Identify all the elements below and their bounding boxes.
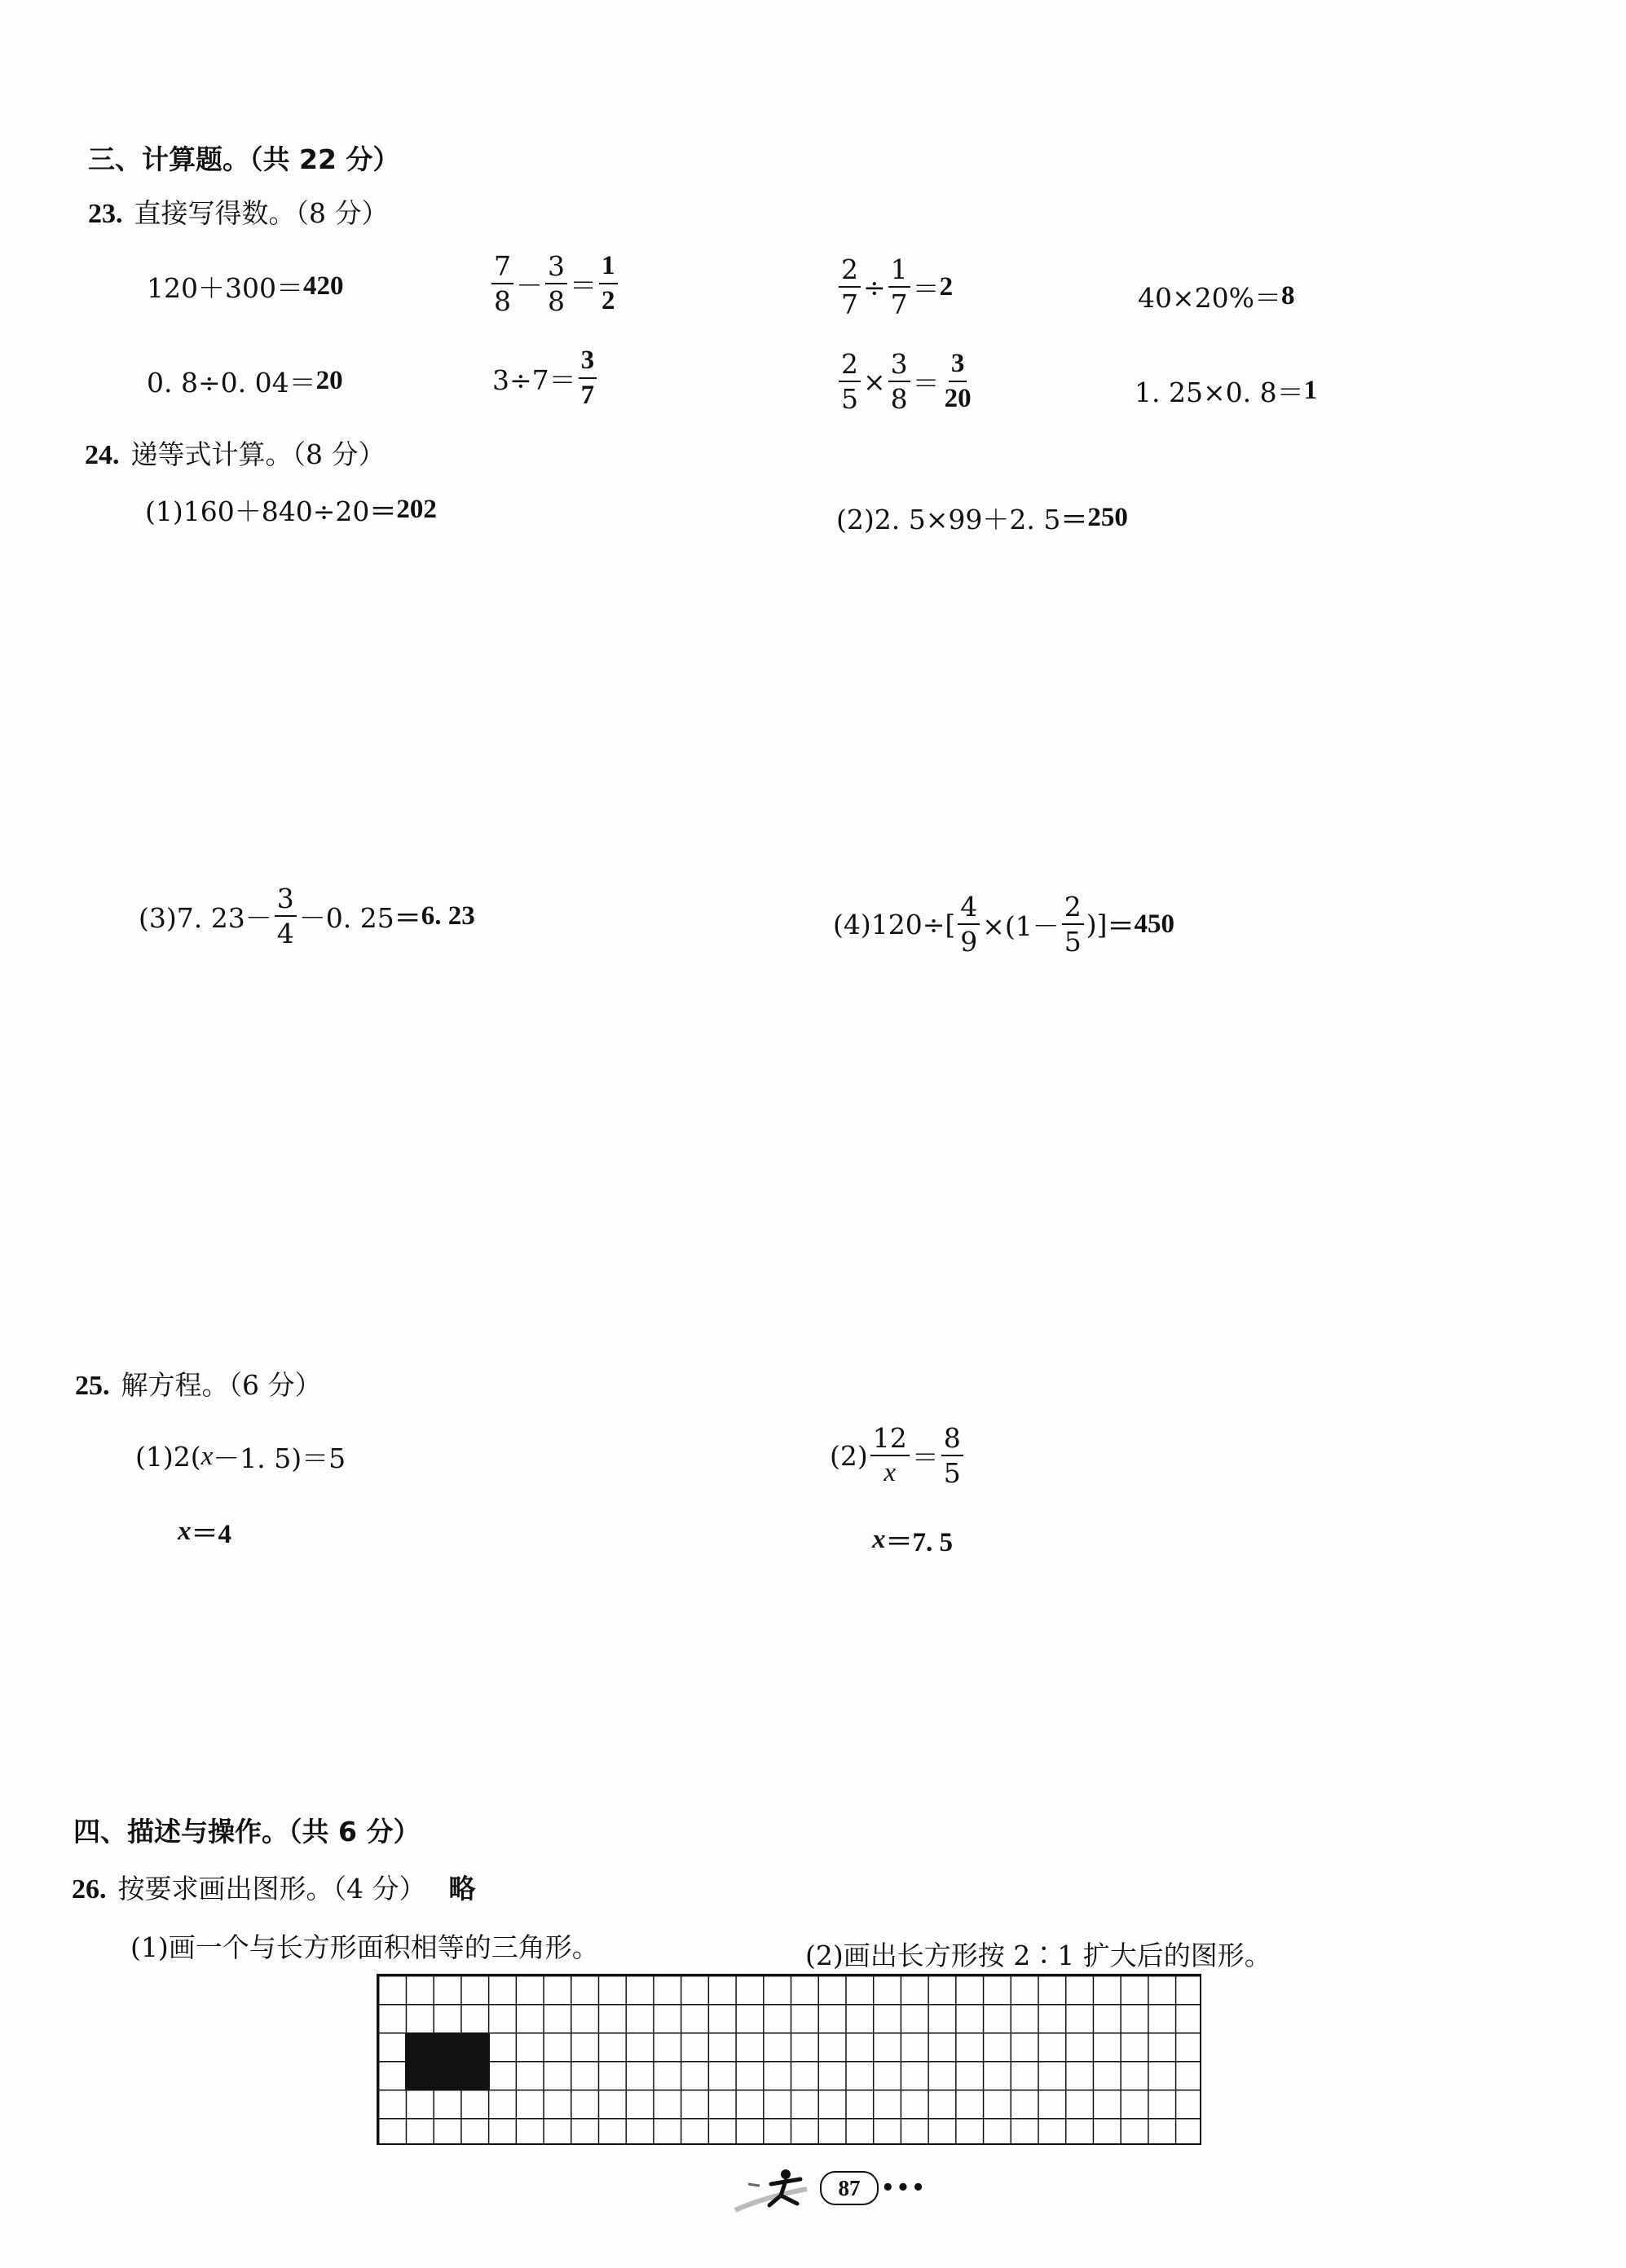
expression: 40×20%＝ bbox=[1138, 282, 1281, 314]
denominator: 5 bbox=[943, 1457, 961, 1489]
expression: 0. 8÷0. 04＝ bbox=[147, 367, 316, 399]
denominator: 8 bbox=[548, 285, 565, 317]
numerator: 2 bbox=[1062, 893, 1084, 925]
q25-part-2-answer bbox=[872, 1521, 953, 1559]
numerator: 3 bbox=[888, 350, 910, 382]
question-number: 24. bbox=[85, 440, 120, 470]
q23-item-2 bbox=[489, 250, 620, 317]
question-23-header bbox=[88, 192, 389, 231]
operator: － bbox=[516, 269, 543, 302]
q25-part-1-answer bbox=[178, 1513, 231, 1551]
equals: ＝ bbox=[369, 498, 397, 527]
fraction bbox=[941, 1422, 963, 1489]
fraction bbox=[839, 253, 861, 320]
filled-rectangle bbox=[405, 2032, 490, 2090]
question-title: 直接写得数。（8 分） bbox=[134, 197, 389, 229]
expression: －1. 5)＝5 bbox=[213, 1442, 346, 1474]
fraction bbox=[870, 1422, 910, 1487]
numerator: 4 bbox=[958, 893, 980, 925]
q24-part-1 bbox=[145, 491, 437, 529]
q23-item-5 bbox=[147, 362, 343, 400]
expression: 1. 25×0. 8＝ bbox=[1135, 377, 1304, 408]
q23-item-7 bbox=[836, 348, 976, 415]
question-24-header bbox=[85, 434, 386, 472]
numerator: 2 bbox=[839, 256, 861, 288]
equals: ＝ bbox=[1060, 506, 1088, 535]
equals: ＝ bbox=[912, 367, 940, 399]
square-grid bbox=[377, 1974, 1201, 2145]
answer-fraction bbox=[942, 350, 974, 412]
expression: (3)7. 23－ bbox=[139, 901, 272, 934]
denominator: 8 bbox=[890, 383, 908, 415]
q23-item-4 bbox=[1138, 277, 1295, 315]
denominator: 7 bbox=[841, 288, 858, 320]
expression: (4)120÷[ bbox=[833, 908, 956, 940]
answer: 略 bbox=[448, 1873, 476, 1905]
q26-part-2: (2)画出长方形按 2∶1 扩大后的图形。 bbox=[805, 1940, 1271, 1971]
denominator: 7 bbox=[580, 381, 595, 410]
q25-part-1 bbox=[135, 1438, 346, 1476]
q24-part-2 bbox=[836, 499, 1128, 537]
fraction bbox=[545, 250, 567, 317]
answer: 6. 23 bbox=[421, 901, 475, 931]
answer: 450 bbox=[1134, 909, 1175, 939]
answer: 1 bbox=[1303, 376, 1318, 405]
fraction bbox=[958, 891, 980, 958]
numerator: 2 bbox=[839, 350, 861, 382]
denominator: 20 bbox=[944, 384, 972, 413]
answer-fraction bbox=[599, 253, 618, 315]
expression: (1)160＋840÷20 bbox=[145, 495, 370, 527]
variable: x bbox=[872, 1525, 886, 1554]
expression: (1)2( bbox=[135, 1441, 201, 1473]
fraction bbox=[888, 253, 910, 320]
page-number: 87 bbox=[820, 2171, 879, 2205]
answer: ＝7. 5 bbox=[885, 1528, 953, 1557]
denominator: 5 bbox=[841, 383, 858, 415]
equals: ＝ bbox=[912, 272, 940, 305]
fraction bbox=[839, 348, 861, 415]
expression: 3÷7＝ bbox=[492, 363, 576, 396]
runner-icon bbox=[732, 2165, 822, 2213]
q23-item-1 bbox=[147, 267, 343, 306]
question-26-header bbox=[72, 1868, 476, 1906]
q24-part-4 bbox=[833, 891, 1175, 958]
answer-fraction bbox=[579, 347, 597, 409]
question-title: 递等式计算。（8 分） bbox=[130, 438, 386, 470]
answer: 250 bbox=[1087, 503, 1128, 532]
question-number: 23. bbox=[88, 199, 123, 229]
variable: x bbox=[200, 1442, 214, 1471]
equals: ＝ bbox=[1107, 912, 1135, 942]
expression: (2)2. 5×99＋2. 5 bbox=[836, 504, 1061, 535]
expression: －0. 25 bbox=[298, 901, 394, 934]
fraction bbox=[275, 885, 297, 947]
denominator: 8 bbox=[494, 285, 511, 317]
q23-item-8 bbox=[1135, 372, 1317, 410]
equals: ＝ bbox=[570, 269, 597, 302]
expression: )] bbox=[1086, 908, 1108, 940]
q23-item-6 bbox=[492, 347, 599, 409]
q25-part-2 bbox=[830, 1422, 966, 1489]
operator: × bbox=[863, 365, 886, 398]
answer: 8 bbox=[1281, 281, 1295, 310]
q24-part-3 bbox=[139, 885, 475, 947]
section-3-title: 三、计算题。（共 22 分） bbox=[88, 143, 400, 175]
numerator: 3 bbox=[579, 347, 597, 379]
numerator: 3 bbox=[545, 253, 567, 284]
answer: ＝4 bbox=[191, 1520, 231, 1549]
numerator: 1 bbox=[888, 256, 910, 288]
fraction bbox=[491, 250, 513, 317]
numerator: 8 bbox=[941, 1425, 963, 1456]
equals: ＝ bbox=[911, 1441, 939, 1473]
answer: 2 bbox=[939, 271, 954, 302]
fraction bbox=[1062, 891, 1084, 958]
question-number: 26. bbox=[72, 1874, 107, 1905]
numerator: 3 bbox=[275, 885, 297, 917]
answer: 420 bbox=[302, 271, 344, 301]
expression: 120＋300＝ bbox=[147, 272, 303, 304]
denominator: 9 bbox=[960, 926, 978, 958]
fraction bbox=[888, 348, 910, 415]
denominator: x bbox=[884, 1458, 897, 1487]
denominator: 2 bbox=[601, 286, 615, 315]
numerator: 3 bbox=[949, 350, 967, 382]
denominator: 5 bbox=[1064, 926, 1082, 958]
variable: x bbox=[178, 1517, 192, 1546]
question-number: 25. bbox=[75, 1371, 110, 1401]
question-title: 按要求画出图形。（4 分） bbox=[117, 1873, 426, 1905]
denominator: 4 bbox=[276, 918, 294, 949]
numerator: 7 bbox=[491, 253, 513, 284]
expression: (2) bbox=[830, 1439, 868, 1472]
question-25-header bbox=[75, 1364, 322, 1403]
operator: ÷ bbox=[863, 271, 886, 303]
expression: ×(1－ bbox=[982, 909, 1060, 942]
equals: ＝ bbox=[394, 904, 421, 934]
answer: 202 bbox=[396, 495, 437, 524]
denominator: 7 bbox=[890, 288, 908, 320]
footer-dots: ••• bbox=[881, 2176, 927, 2200]
numerator: 12 bbox=[870, 1425, 910, 1456]
numerator: 1 bbox=[599, 253, 618, 284]
answer: 20 bbox=[315, 366, 343, 395]
question-title: 解方程。（6 分） bbox=[121, 1369, 322, 1401]
section-4-title: 四、描述与操作。（共 6 分） bbox=[73, 1816, 421, 1847]
q26-part-1: (1)画一个与长方形面积相等的三角形。 bbox=[130, 1931, 599, 1963]
q23-item-3 bbox=[836, 253, 954, 320]
